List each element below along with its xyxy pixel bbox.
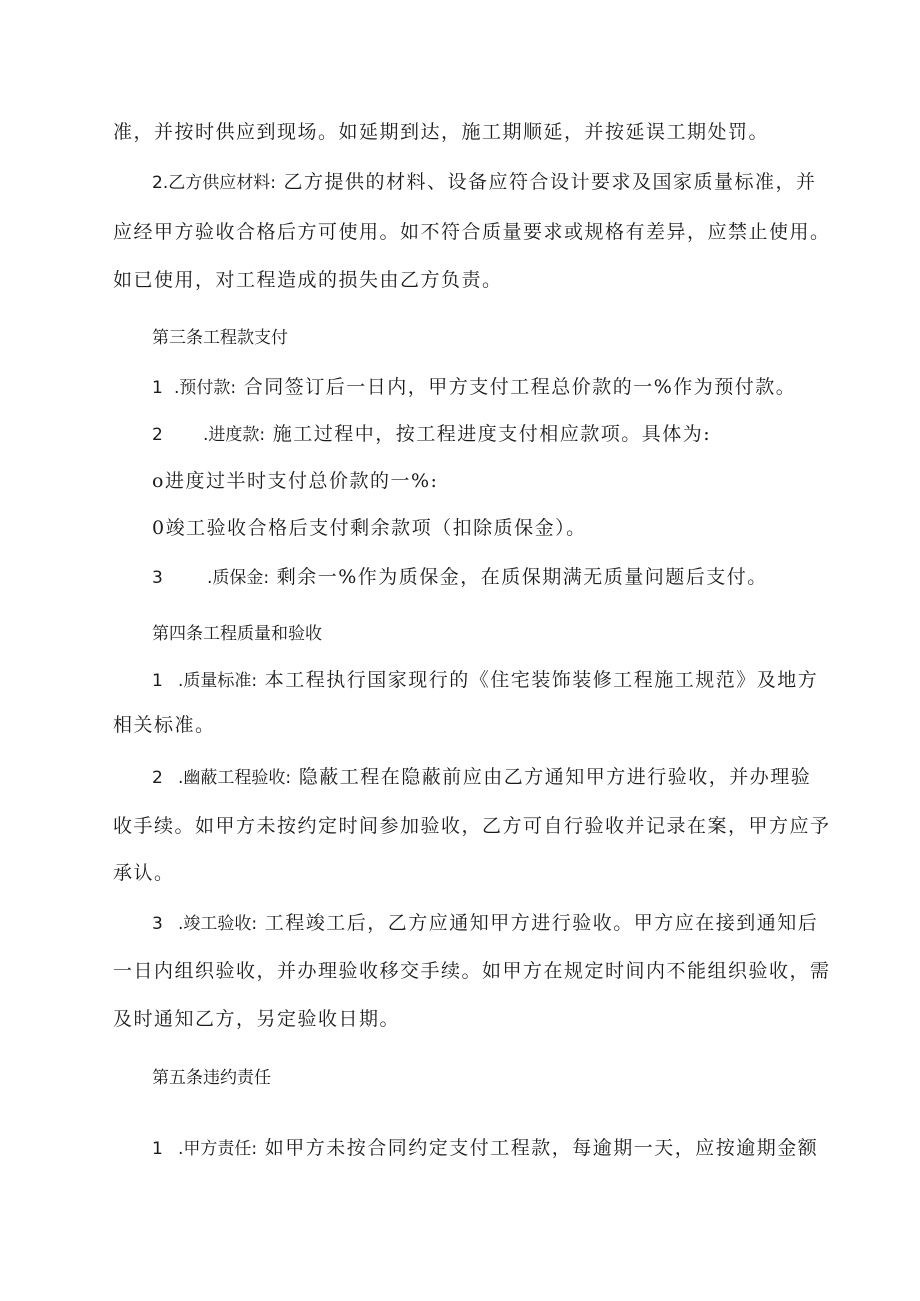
paragraph-line: 应经甲方验收合格后方可使用。如不符合质量要求或规格有差异，应禁止使用。 [113, 221, 831, 243]
paragraph-line [152, 909, 818, 938]
paragraph-line [152, 666, 818, 695]
paragraph-line: 相关标准。 [113, 714, 216, 736]
paragraph-line: 及时通知乙方，另定验收日期。 [113, 1008, 401, 1030]
clause-label: .质保金: [207, 568, 270, 588]
clause-label: .甲方责任: [178, 1139, 258, 1159]
paragraph-line: o进度过半时支付总价款的一%: [152, 470, 439, 492]
paragraph-line: 如已使用，对工程造成的损失由乙方负责。 [113, 269, 503, 291]
paragraph-line [152, 763, 811, 792]
clause-label: .进度款: [203, 425, 266, 445]
clause-label: .竣工验收: [178, 914, 258, 934]
clause-label: .幽蔽工程验收: [178, 768, 292, 788]
clause-text: 乙方提供的材料、设备应符合设计要求及国家质量标准，并 [283, 171, 817, 193]
item-number: 1 [152, 378, 163, 398]
section-heading: 第三条工程款支付 [152, 328, 288, 348]
section-heading: 第五条违约责任 [152, 1068, 271, 1088]
paragraph-line: 0竣工验收合格后支付剩余款项（扣除质保金）。 [152, 517, 587, 539]
paragraph-line: 一日内组织验收，并办理验收移交手续。如甲方在规定时间内不能组织验收，需 [113, 960, 831, 982]
paragraph-line: 准，并按时供应到现场。如延期到达，施工期顺延，并按延误工期处罚。 [113, 121, 770, 143]
clause-label: .质量标准: [178, 671, 258, 691]
clause-text: 施工过程中，按工程进度支付相应款项。具体为: [272, 423, 712, 445]
paragraph-line [152, 1134, 818, 1163]
item-number: 1 [152, 1139, 163, 1159]
item-number: 1 [152, 671, 163, 691]
paragraph-line [152, 420, 711, 449]
clause-text: 工程竣工后，乙方应通知甲方进行验收。甲方应在接到通知后 [264, 912, 819, 934]
clause-text: 合同签订后一日内，甲方支付工程总价款的一%作为预付款。 [243, 376, 797, 398]
clause-text: 剩余一%作为质保金，在质保期满无质量问题后支付。 [276, 566, 768, 588]
paragraph-line: 承认。 [113, 862, 175, 884]
item-number: 3 [152, 914, 163, 934]
section-heading: 第四条工程质量和验收 [152, 624, 322, 644]
clause-label: .预付款: [174, 378, 237, 398]
paragraph-line [152, 563, 768, 592]
clause-text: 如甲方未按合同约定支付工程款，每逾期一天，应按逾期金额 [264, 1137, 819, 1159]
item-number: 2 [152, 425, 163, 445]
clause-text: 本工程执行国家现行的《住宅装饰装修工程施工规范》及地方 [264, 669, 819, 691]
clause-label: 2.乙方供应材料: [152, 173, 276, 193]
paragraph-line [152, 373, 796, 402]
item-number: 2 [152, 768, 163, 788]
clause-text: 隐蔽工程在隐蔽前应由乙方通知甲方进行验收，并办理验 [298, 766, 812, 788]
item-number: 3 [152, 568, 163, 588]
paragraph-line [152, 168, 817, 197]
paragraph-line: 收手续。如甲方未按约定时间参加验收，乙方可自行验收并记录在案，甲方应予 [113, 815, 831, 837]
